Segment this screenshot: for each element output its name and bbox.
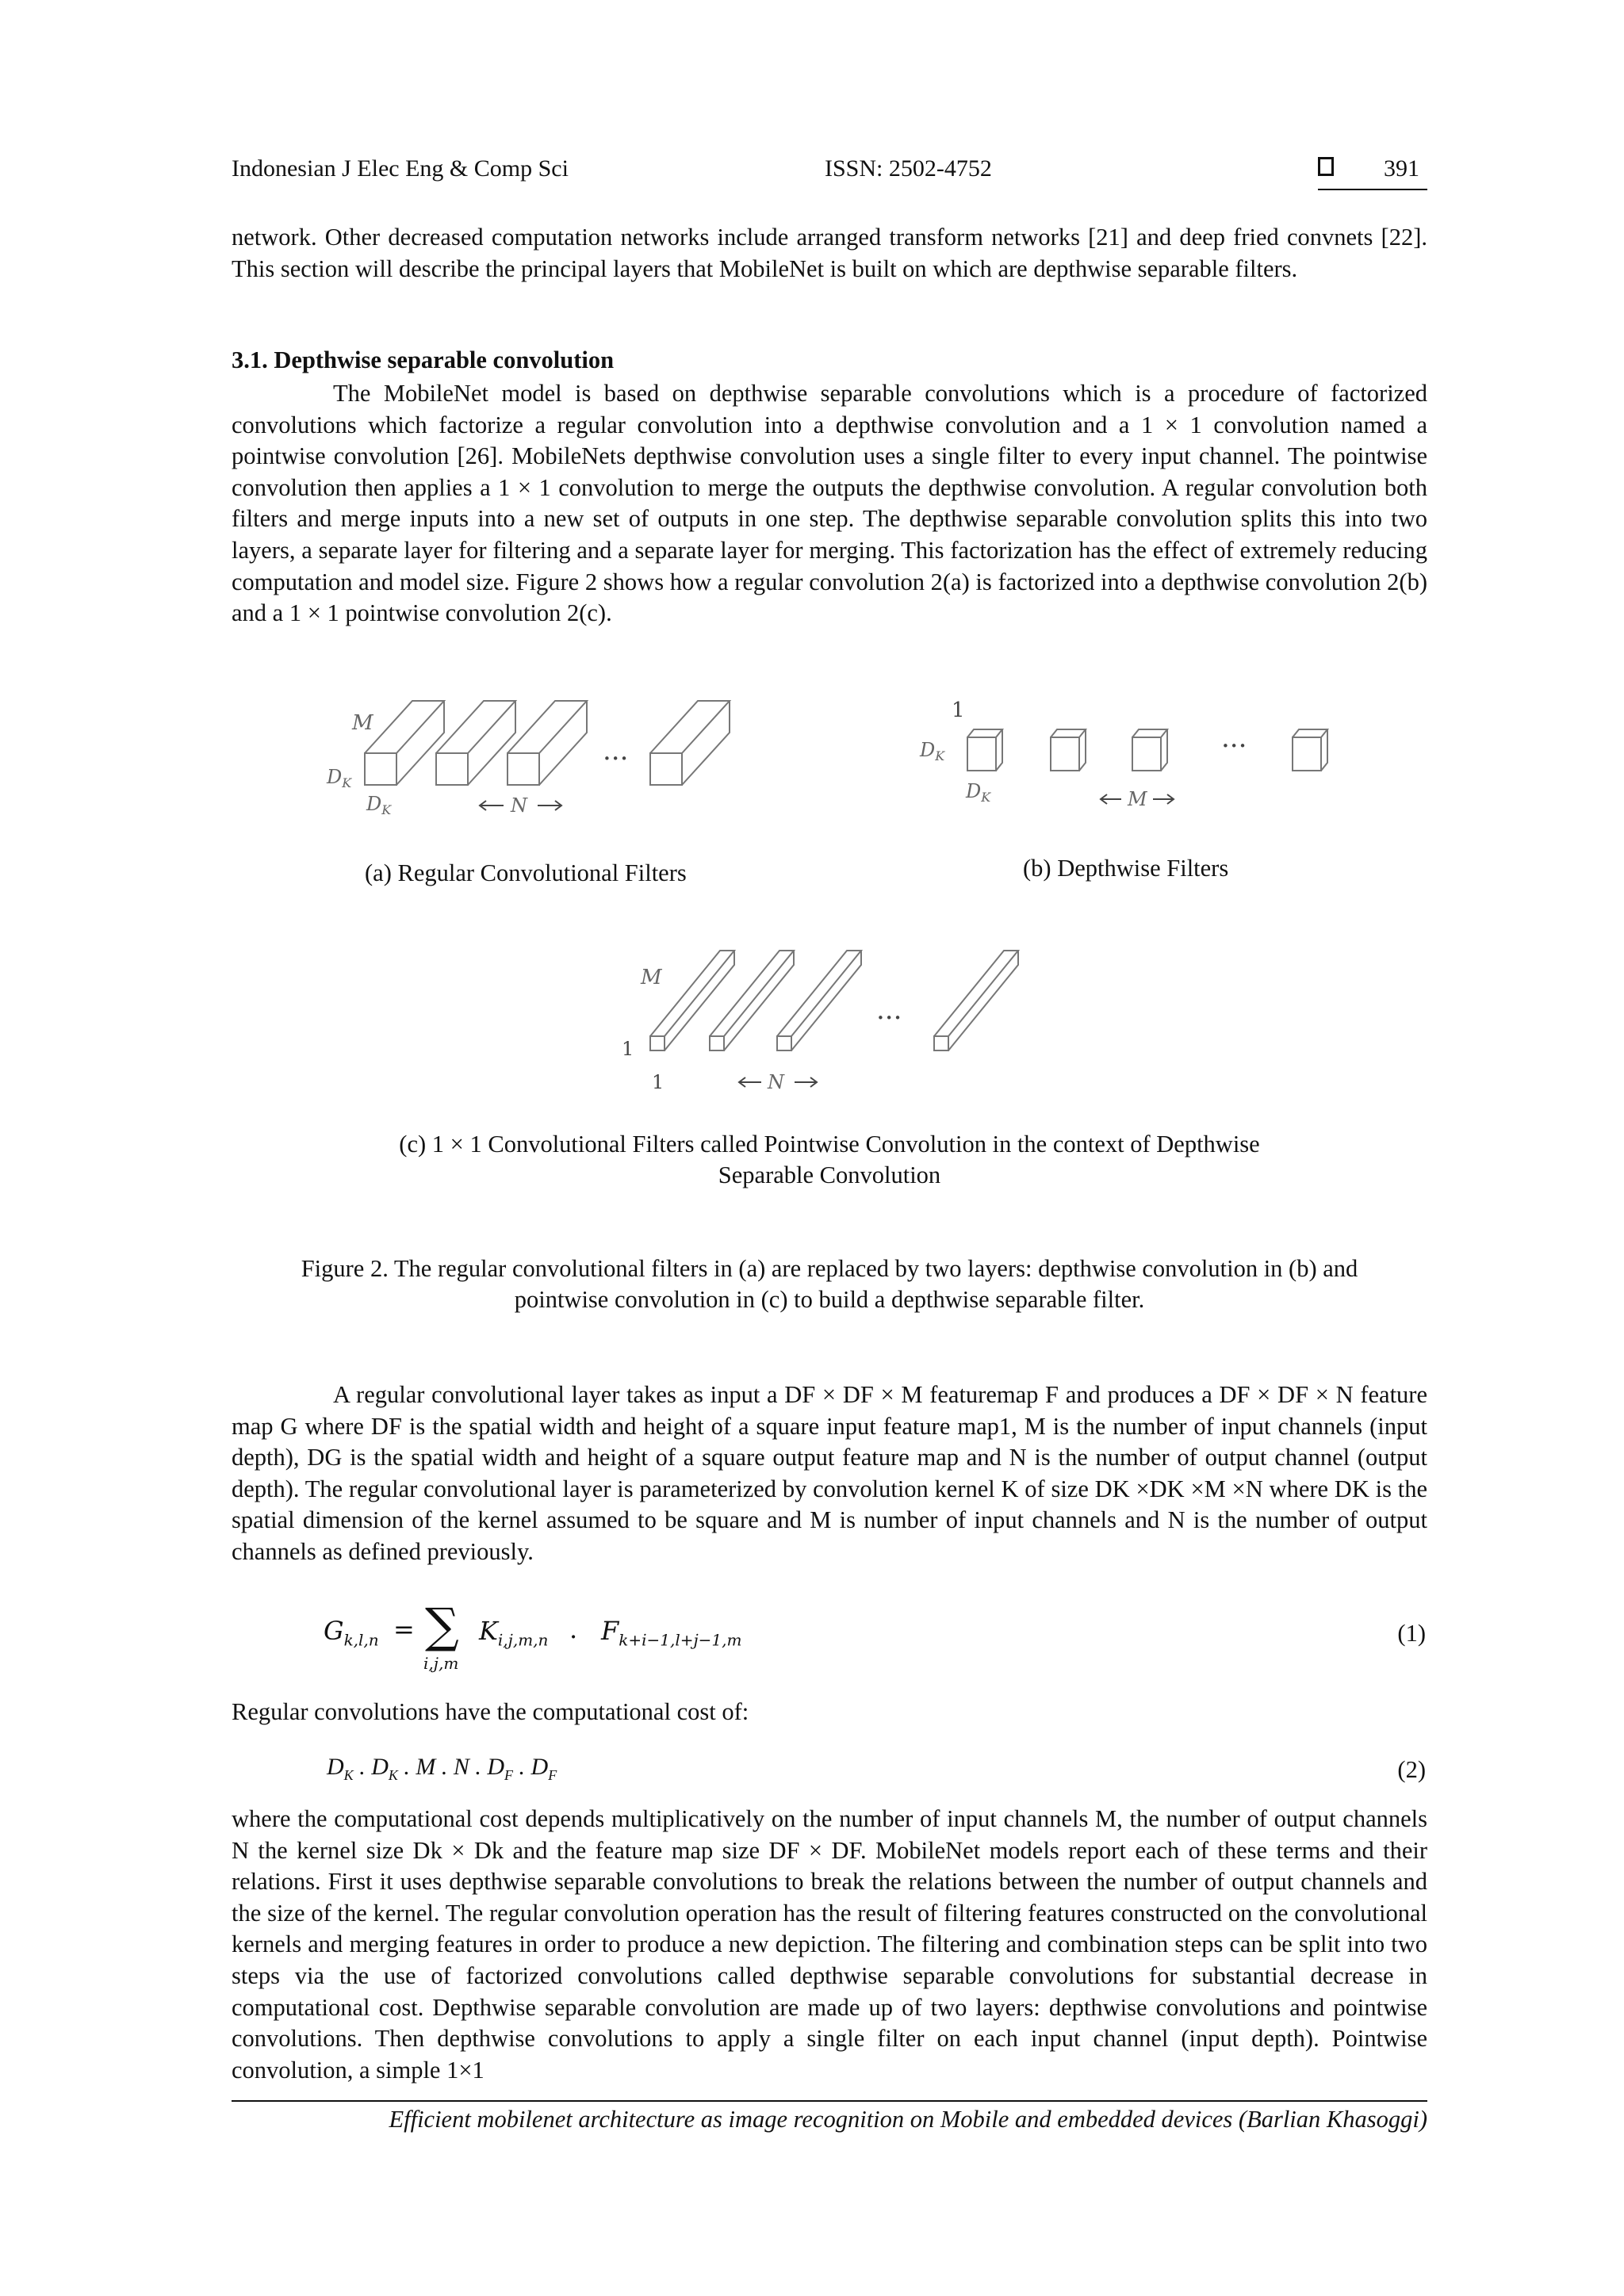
eq1-equals: =	[393, 1614, 415, 1644]
page-number: 391	[1384, 155, 1419, 182]
label-n: N	[511, 794, 527, 817]
section-paragraph: The MobileNet model is based on depthwise separable convolutions which is a procedure of factorized convolutions which factorize a regular convolution into a depthwise convolution and a 1 × 1 convolution named a pointwise convolution [26]. MobileNets depthwise convolution uses a single filter to every input channel. The pointwise convolution then applies a 1 × 1 convolution to merge the outputs the depthwise convolution. A regular convolution both filters and merge inputs into a new set of outputs in one step. The depthwise separable convolution splits this into two layers, a separate layer for filtering and a separate layer for merging. This factorization has the effect of extremely reducing computation and model size. Figure 2 shows how a regular convolution 2(a) is factorized into a depthwise convolution 2(b) and a 1 × 1 pointwise convolution 2(c).	[232, 380, 1427, 627]
filter-block	[365, 701, 444, 785]
figure-caption	[232, 1253, 1427, 1315]
caption-c-line1: (c) 1 × 1 Convolutional Filters called Pointwise Convolution in the context of Depthwise	[399, 1131, 1260, 1158]
label-m-b: M	[1128, 788, 1147, 810]
regular-conv-paragraph: A regular convolutional layer takes as input a DF × DF × M featuremap F and produces a DF × DF × N feature map G where DF is the spatial width and height of a square input feature map1, M is the number of input channels (input depth), DG is the spatial width and height of a square output feature map and N is the number of output channel (output depth). The regular convolutional layer is parameterized by convolution kernel K of size DK ×DK ×M ×N where DK is the spatial dimension of the kernel assumed to be square and M is number of input channels and N is the number of output channels as defined previously.	[232, 1381, 1427, 1565]
filter-rod	[777, 951, 861, 1050]
filter-blocks-a	[365, 701, 730, 785]
label-one-c-bottom: 1	[652, 1071, 665, 1093]
filter-cube	[1051, 729, 1086, 771]
eq1-sum-sub: i,j,m	[423, 1654, 459, 1673]
filter-cube	[1132, 729, 1167, 771]
label-n-c: N	[768, 1071, 784, 1093]
eq1-k: $K_{i,j,m,n}$	[479, 1616, 549, 1650]
filter-cube	[967, 729, 1002, 771]
final-paragraph: where the computational cost depends multiplicatively on the number of input channels M, the number of output channels N the kernel size Dk × Dk and the feature map size DF × DF. MobileNet models report each of these terms and their relations. First it uses depthwise separable convolutions to break the relations between the number of output channels and the size of the kernel. The regular convolution operation has the result of filtering features constructed on the convolutional kernels and merging features in order to produce a new depiction. The filtering and combination steps can be split into two steps via the use of factorized convolutions called depthwise separable convolutions for substantial decrease in computational cost. Depthwise separable convolution are made up of two layers: depthwise convolutions and pointwise convolutions. Then depthwise convolutions to apply a single filter on each input channel (input depth). Pointwise convolution, a simple 1×1	[232, 1805, 1427, 2084]
label-dk-b-left: $D_K$	[920, 739, 945, 763]
label-one-b: 1	[952, 698, 965, 722]
equation-2-number: (2)	[1397, 1756, 1426, 1783]
section-heading: 3.1. Depthwise separable convolution	[232, 346, 615, 373]
label-dk-b-bottom: $D_K$	[966, 780, 991, 805]
ellipsis-c: ...	[876, 994, 902, 1026]
filter-block	[508, 701, 587, 785]
label-dk-bottom: $D_K$	[366, 793, 392, 817]
equation-1	[324, 1592, 1434, 1679]
eq1-dot: .	[569, 1614, 578, 1644]
figure-c-pointwise-filters	[611, 947, 1055, 1098]
filter-cube	[1293, 729, 1327, 771]
eq1-f: $F_{k+i-1,l+j-1,m}$	[601, 1616, 742, 1650]
ellipsis-a: ...	[603, 735, 629, 767]
page-footer: Efficient mobilenet architecture as image recognition on Mobile and embedded devices (Barlian Khasoggi)	[389, 2106, 1427, 2133]
caption-c-line2: Separable Convolution	[718, 1161, 941, 1188]
filter-block	[650, 701, 730, 785]
figure-caption-line1: Figure 2. The regular convolutional filters in (a) are replaced by two layers: depthwise convolution in (b) and	[301, 1255, 1358, 1282]
ellipsis-b: ...	[1221, 722, 1247, 754]
label-m-c: M	[641, 966, 662, 989]
equation-1-number: (1)	[1397, 1620, 1426, 1647]
journal-name: Indonesian J Elec Eng & Comp Sci	[232, 155, 569, 182]
caption-b: (b) Depthwise Filters	[1023, 855, 1229, 882]
issn: ISSN: 2502-4752	[825, 155, 992, 182]
checkbox-square-icon	[1318, 157, 1334, 176]
label-dk-left: $D_K$	[327, 766, 352, 790]
figure-caption-line2: pointwise convolution in (c) to build a depthwise separable filter.	[514, 1286, 1145, 1313]
caption-c	[232, 1129, 1427, 1191]
filter-block	[436, 701, 515, 785]
cost-paragraph: Regular convolutions have the computational cost of:	[232, 1698, 749, 1725]
filter-rods-c	[650, 951, 1018, 1050]
eq1-g: $G_{k,l,n}$	[324, 1616, 379, 1650]
filter-rod	[934, 951, 1018, 1050]
filter-cubes-b	[967, 729, 1327, 771]
label-one-c-left: 1	[622, 1038, 634, 1060]
header-rule	[1318, 189, 1427, 190]
figure-b-depthwise-filters	[904, 690, 1348, 817]
intro-paragraph: network. Other decreased computation networks include arranged transform networks [21] and deep fried convnets [22]. This section will describe the principal layers that MobileNet is built on which are depthwise separable filters.	[232, 224, 1427, 282]
figure-a-regular-filters	[317, 690, 761, 832]
footer-rule	[232, 2100, 1427, 2102]
caption-a: (a) Regular Convolutional Filters	[365, 859, 687, 886]
page-header	[232, 151, 1427, 190]
equation-2: $D_K$ . $D_K$ . M . N . $D_F$ . $D_F$	[327, 1754, 557, 1783]
label-m: M	[352, 711, 373, 735]
eq1-sum: ∑	[425, 1598, 459, 1654]
